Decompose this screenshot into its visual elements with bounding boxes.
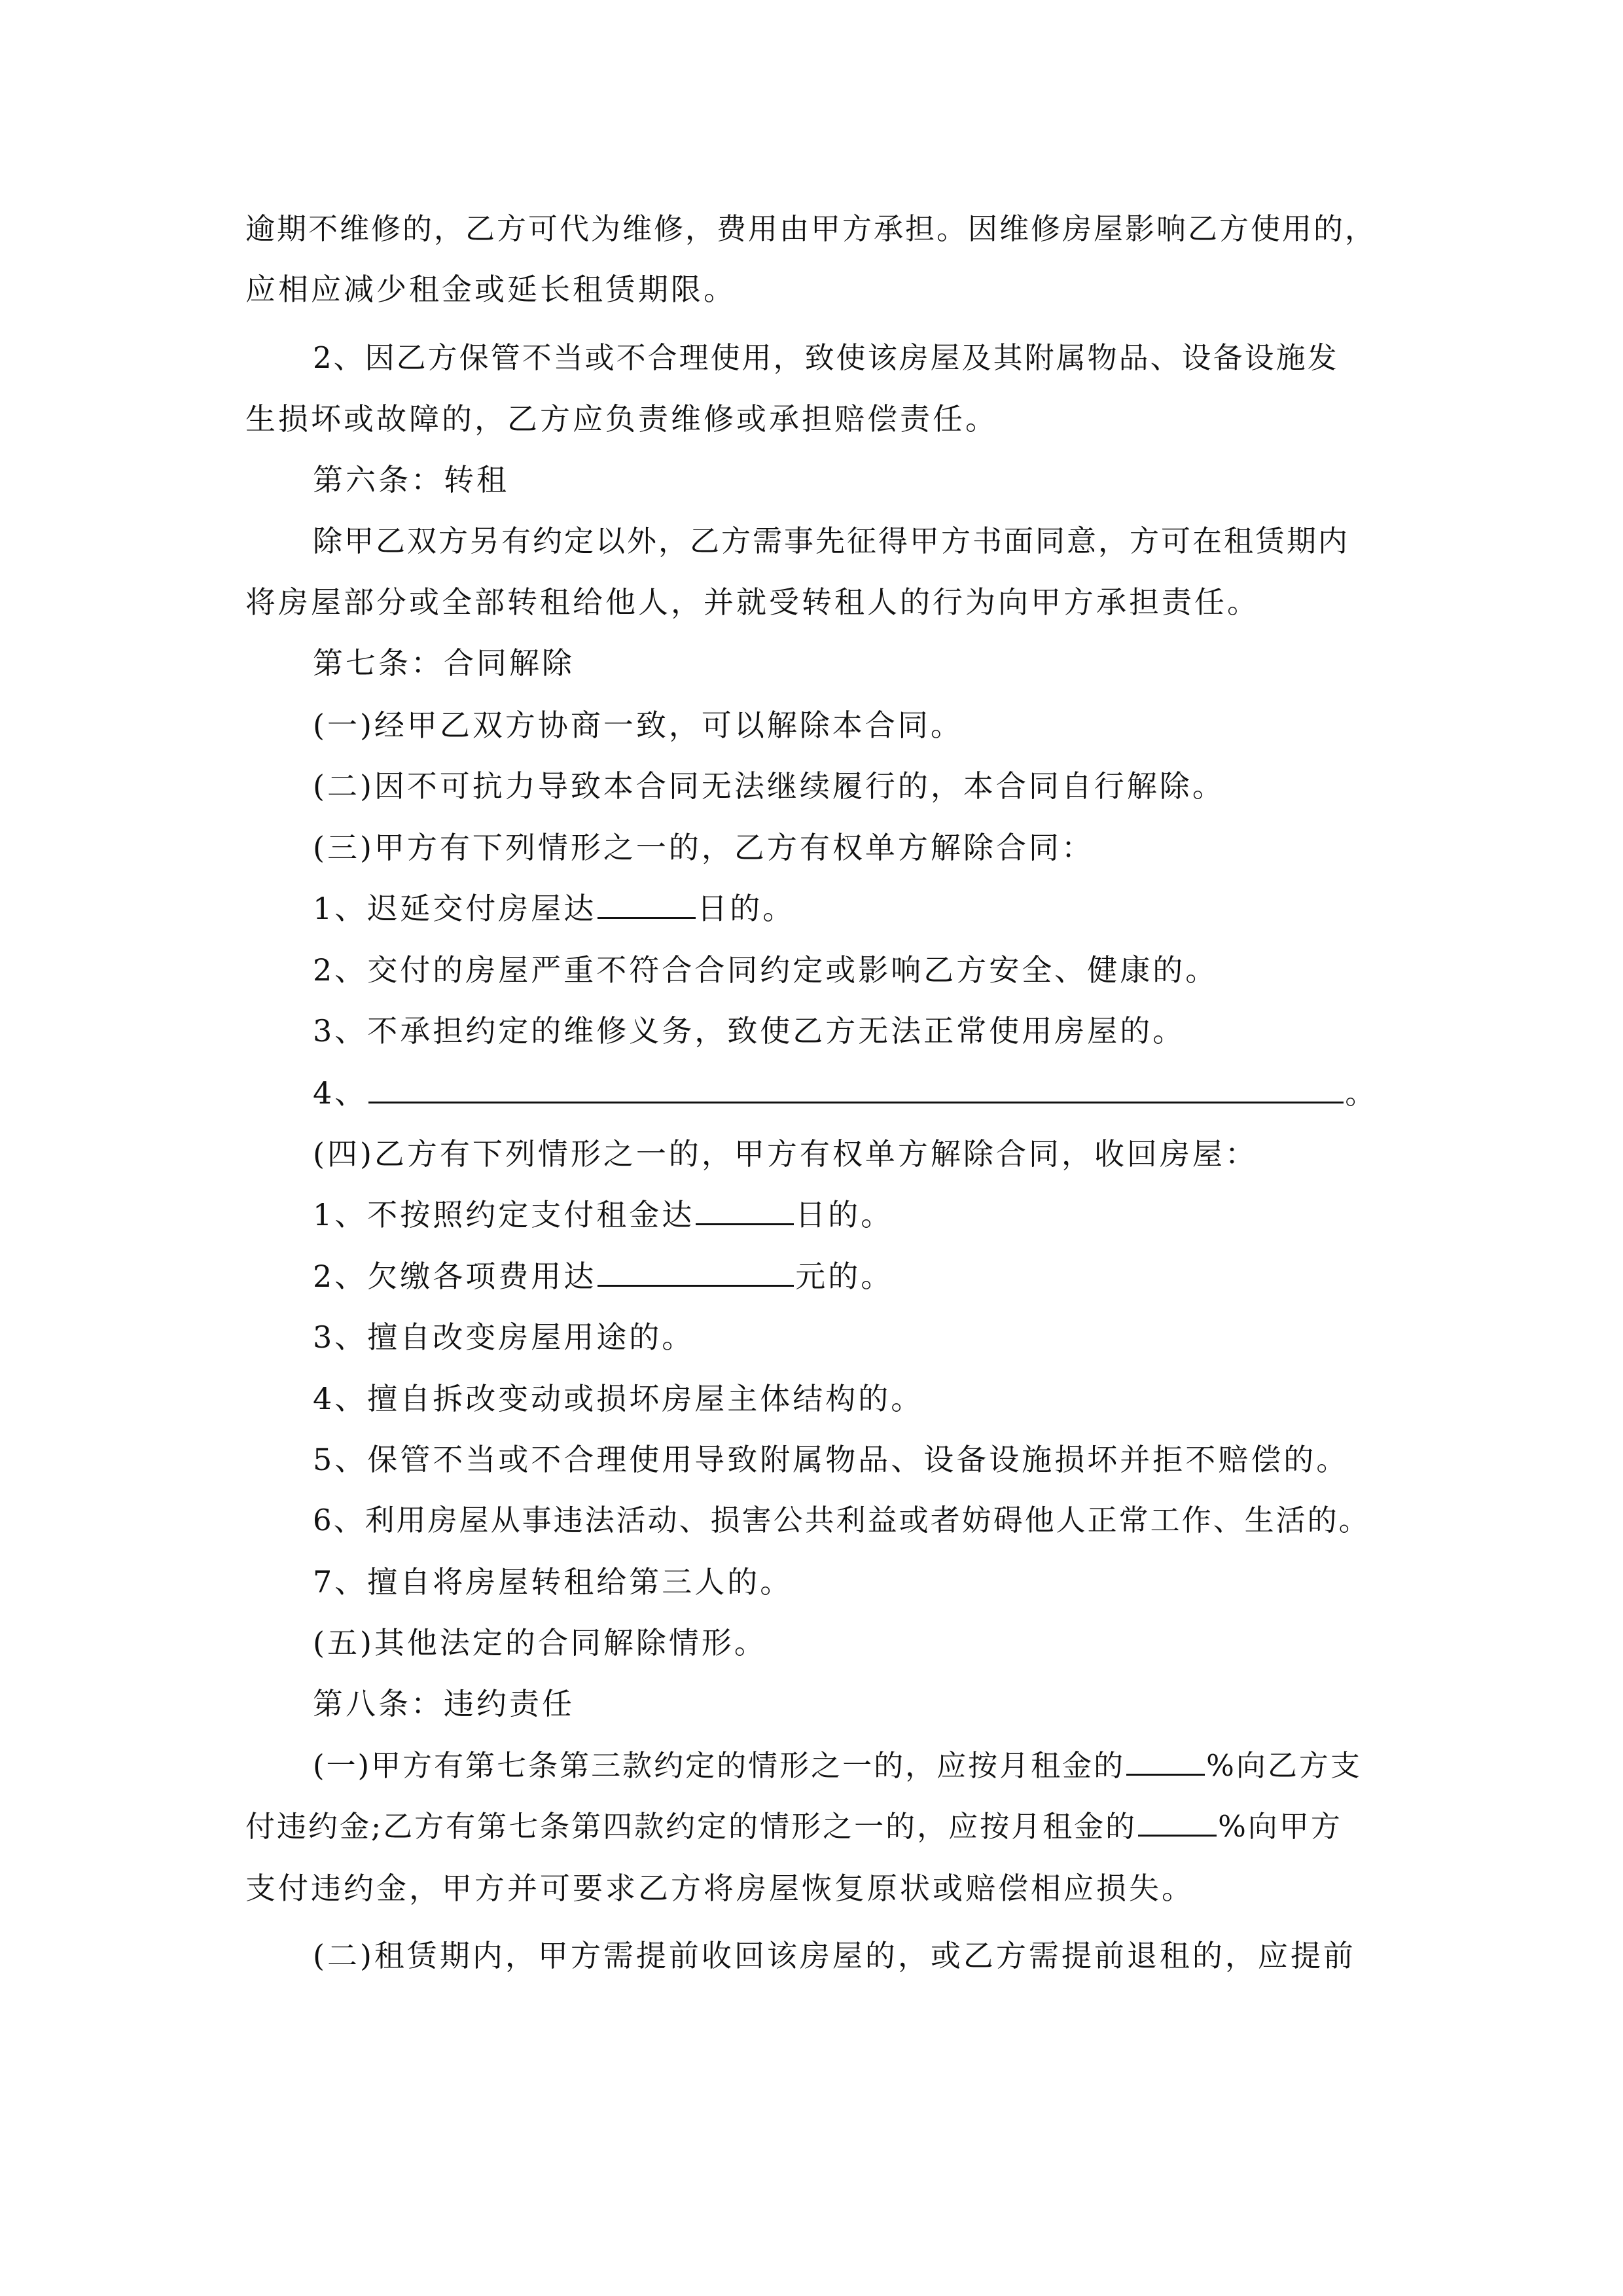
text-line [313,1684,575,1723]
text-segment: 7、擅自将房屋转租给第三人的。 [313,1564,793,1600]
text-segment: %向甲方 [1218,1809,1342,1844]
text-segment: 4、 [313,1075,368,1111]
text-line [313,889,795,928]
text-segment: 6、利用房屋从事违法活动、损害公共利益或者妨碍他人正常工作、生活的。 [313,1503,1370,1537]
text-segment: 生损坏或故障的，乙方应负责维修或承担赔偿责任。 [245,401,998,437]
text-segment: 3、擅自改变房屋用途的。 [313,1319,695,1355]
text-segment: 1、不按照约定支付租金达 [313,1197,695,1232]
text-segment: 1、迟延交付房屋达 [313,891,597,926]
text-line [313,1501,1370,1540]
fill-in-blank [1138,1808,1217,1837]
text-line [313,1257,893,1296]
fill-in-blank [696,1197,794,1225]
text-segment: (四)乙方有下列情形之一的，甲方有权单方解除合同，收回房屋： [313,1136,1258,1172]
text-segment: 除甲乙双方另有约定以外，乙方需事先征得甲方书面同意，方可在租赁期内 [313,524,1350,558]
text-segment: 元的。 [795,1259,894,1294]
text-line [313,1936,1356,1975]
text-segment: (五)其他法定的合同解除情形。 [313,1625,767,1660]
text-line [313,1623,767,1662]
text-segment: 2、交付的房屋严重不符合合同约定或影响乙方安全、健康的。 [313,952,1219,988]
text-segment: (一)经甲乙双方协商一致，可以解除本合同。 [313,708,963,743]
text-line [313,460,509,499]
text-segment: 第八条：违约责任 [313,1686,575,1721]
fill-in-blank [597,1259,794,1287]
text-line [313,706,963,745]
text-segment: 付违约金;乙方有第七条第四款约定的情形之一的，应按月租金的 [245,1809,1137,1844]
text-segment: %向乙方支 [1206,1748,1362,1783]
text-line [313,1195,893,1234]
text-line [245,209,1376,249]
text-segment: 第七条：合同解除 [313,645,575,681]
text-line [245,1807,1342,1846]
text-segment: 2、因乙方保管不当或不合理使用，致使该房屋及其附属物品、设备设施发 [313,340,1339,375]
text-segment: (一)甲方有第七条第三款约定的情形之一的，应按月租金的 [313,1748,1126,1783]
text-line [313,828,1094,867]
text-segment: (二)租赁期内，甲方需提前收回该房屋的，或乙方需提前退租的，应提前 [313,1938,1356,1973]
text-line [245,583,1260,622]
text-line [313,1746,1362,1785]
text-segment: 5、保管不当或不合理使用导致附属物品、设备设施损坏并拒不赔偿的。 [313,1442,1349,1477]
text-line [313,1073,1378,1113]
text-line [313,522,1349,561]
text-segment: 第六条：转租 [313,462,509,497]
text-segment: 4、擅自拆改变动或损坏房屋主体结构的。 [313,1381,924,1416]
text-line [245,270,736,309]
text-line [313,950,1218,990]
text-line [313,1562,793,1602]
text-segment: 支付违约金，甲方并可要求乙方将房屋恢复原状或赔偿相应损失。 [245,1871,1194,1906]
text-segment: 逾期不维修的，乙方可代为维修，费用由甲方承担。因维修房屋影响乙方使用的， [245,211,1377,246]
text-line [313,1379,923,1418]
text-segment: 应相应减少租金或延长租赁期限。 [245,272,736,307]
text-line [313,1318,694,1357]
text-segment: 3、不承担约定的维修义务，致使乙方无法正常使用房屋的。 [313,1013,1186,1049]
fill-in-blank [1126,1748,1205,1776]
fill-in-blank [368,1075,1344,1103]
text-line [245,399,998,439]
text-segment: 日的。 [697,891,796,926]
text-segment: (二)因不可抗力导致本合同无法继续履行的，本合同自行解除。 [313,768,1225,804]
text-line [313,338,1339,378]
text-segment: 将房屋部分或全部转租给他人，并就受转租人的行为向甲方承担责任。 [245,584,1260,620]
text-line [313,1011,1185,1050]
text-line [313,766,1225,806]
text-line [245,1869,1194,1908]
fill-in-blank [597,891,696,919]
text-line [313,1440,1349,1479]
text-line [313,643,575,683]
text-segment: 日的。 [795,1197,894,1232]
text-segment: 2、欠缴各项费用达 [313,1259,597,1294]
text-segment: 。 [1345,1075,1378,1111]
text-line [313,1134,1258,1174]
text-segment: (三)甲方有下列情形之一的，乙方有权单方解除合同： [313,830,1094,865]
